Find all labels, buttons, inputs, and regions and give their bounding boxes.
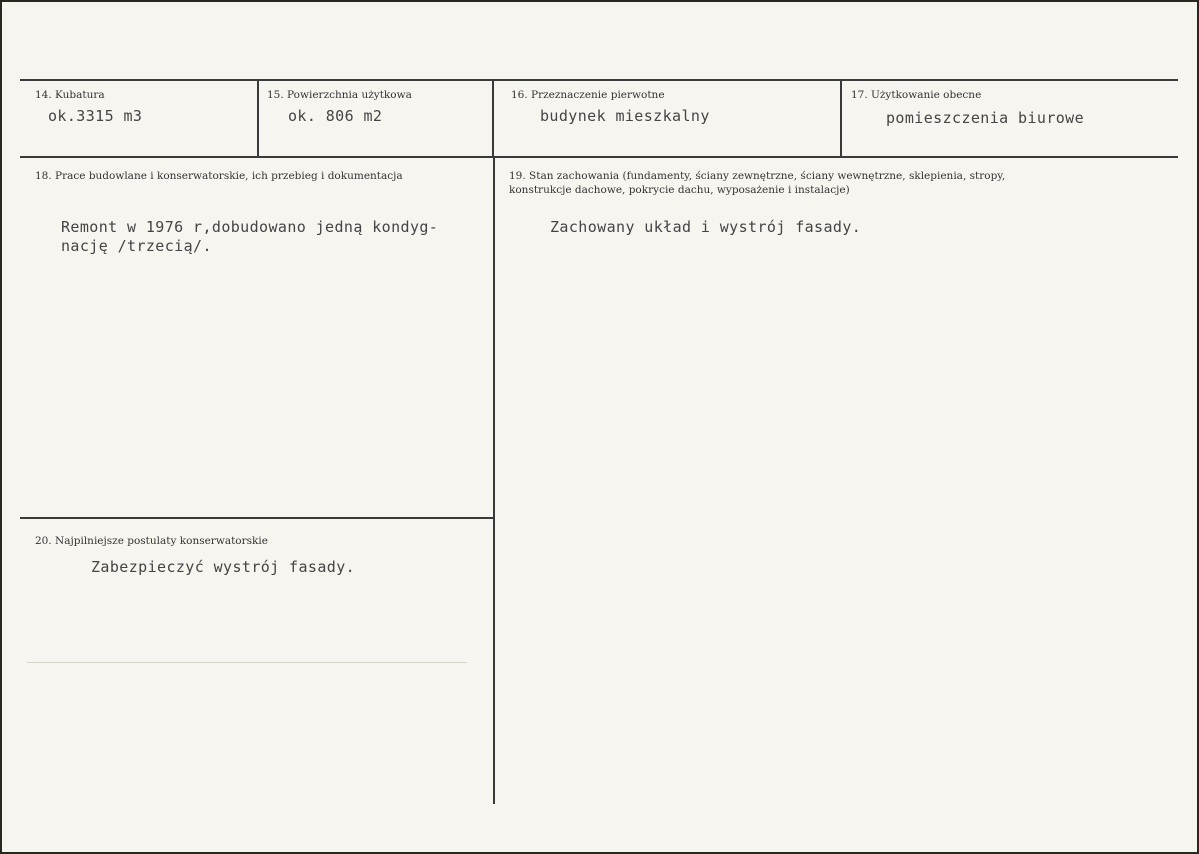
field-19-label-line-2: konstrukcje dachowe, pokrycie dachu, wyposażenie i instalacje) bbox=[509, 184, 850, 196]
field-16-label: 16. Przeznaczenie pierwotne bbox=[511, 89, 665, 101]
field-16-value: budynek mieszkalny bbox=[540, 107, 710, 125]
top-row-bottom-border bbox=[20, 156, 1178, 158]
main-column-divider bbox=[493, 156, 495, 804]
field-15-label: 15. Powierzchnia użytkowa bbox=[267, 89, 412, 101]
divider-15-16 bbox=[492, 79, 494, 156]
field-20-label: 20. Najpilniejsze postulaty konserwatorskie bbox=[35, 535, 268, 547]
field-19-value: Zachowany układ i wystrój fasady. bbox=[550, 218, 862, 236]
divider-16-17 bbox=[840, 79, 842, 156]
paper-mark bbox=[27, 662, 467, 663]
field-19-label-line-1: 19. Stan zachowania (fundamenty, ściany zewnętrzne, ściany wewnętrzne, sklepienia, stropy, bbox=[509, 170, 1006, 182]
field-14-value: ok.3315 m3 bbox=[48, 107, 143, 125]
field-17-label: 17. Użytkowanie obecne bbox=[851, 89, 982, 101]
field-20-value: Zabezpieczyć wystrój fasady. bbox=[91, 558, 356, 576]
divider-14-15 bbox=[257, 79, 259, 156]
field-14-label: 14. Kubatura bbox=[35, 89, 105, 101]
field-17-value: pomieszczenia biurowe bbox=[886, 109, 1085, 127]
field-15-value: ok. 806 m2 bbox=[288, 107, 383, 125]
field-18-value-line-1: Remont w 1976 r,dobudowano jedną kondyg- bbox=[61, 218, 439, 236]
top-row-top-border bbox=[20, 79, 1178, 81]
field-18-label: 18. Prace budowlane i konserwatorskie, ich przebieg i dokumentacja bbox=[35, 170, 403, 182]
field-18-value-line-2: nację /trzecią/. bbox=[61, 237, 212, 255]
section-18-20-divider bbox=[20, 517, 494, 519]
